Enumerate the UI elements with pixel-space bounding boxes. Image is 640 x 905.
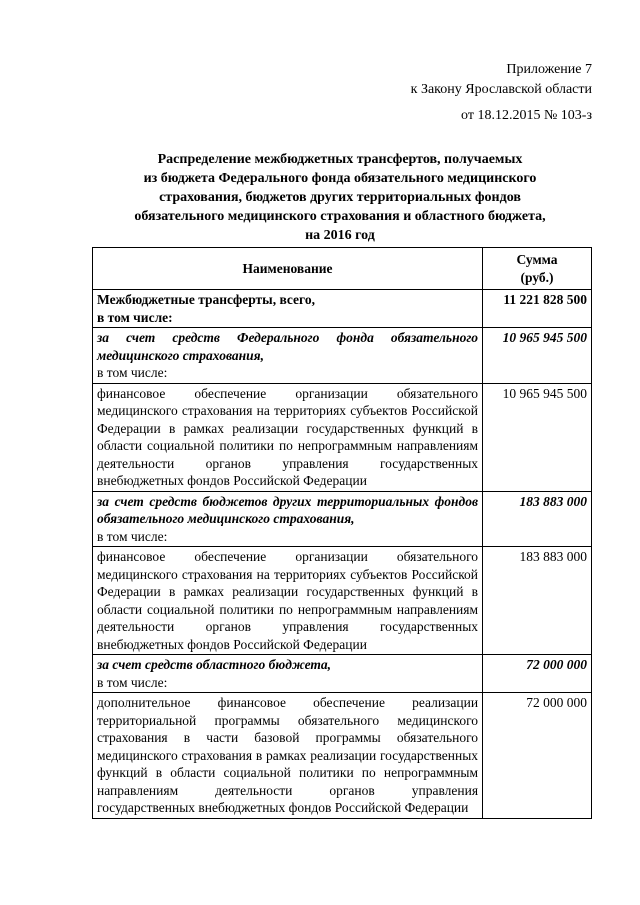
row-name: за счет средств бюджетов других территориальных фондов обязательного медицинского страхования, — [97, 493, 479, 526]
table-row — [93, 328, 592, 384]
table-row — [93, 547, 592, 655]
row-sub: в том числе: — [97, 674, 168, 690]
row-name: дополнительное финансовое обеспечение реализации территориальной программы обязательного медицинского страхования в части базовой программы обязательного медицинского страхования в рамках реализации государственных функций в области социальной политики по непрограммным направлениям деятельности органов управления государственных внебюджетных фондов Российской Федерации — [93, 693, 483, 819]
table-row — [93, 290, 592, 328]
appendix-number: Приложение 7 — [506, 62, 592, 77]
row-name: за счет средств Федерального фонда обязательного медицинского страхования, — [97, 330, 479, 363]
table-row — [93, 693, 592, 819]
row-sum: 183 883 000 — [483, 547, 592, 655]
row-name: финансовое обеспечение организации обязательного медицинского страхования на территориях субъектов Российской Федерации в рамках реализации государственных функций в области социальной политики по непрограммным направлениям деятельности органов управления государственных внебюджетных фондов Российской Федерации — [93, 383, 483, 491]
row-name: финансовое обеспечение организации обязательного медицинского страхования на территориях субъектов Российской Федерации в рамках реализации государственных функций в области социальной политики по непрограммным направлениям деятельности органов управления государственных внебюджетных фондов Российской Федерации — [93, 547, 483, 655]
table-row — [93, 383, 592, 491]
row-name-cell — [93, 491, 483, 547]
row-sum: 10 965 945 500 — [483, 328, 592, 384]
table-row — [93, 491, 592, 547]
row-sum: 183 883 000 — [483, 491, 592, 547]
title-line: обязательного медицинского страхования и областного бюджета, — [134, 209, 546, 224]
appendix-header — [411, 60, 592, 126]
document-title — [90, 150, 590, 245]
row-sum: 10 965 945 500 — [483, 383, 592, 491]
row-name-cell — [93, 328, 483, 384]
row-name-cell — [93, 655, 483, 693]
row-name: за счет средств областного бюджета, — [97, 657, 332, 672]
row-name: Межбюджетные трансферты, всего, — [97, 292, 315, 307]
appendix-date: от 18.12.2015 № 103-з — [461, 108, 592, 123]
transfers-table — [92, 247, 592, 819]
appendix-law: к Закону Ярославской области — [410, 82, 592, 97]
row-sub: в том числе: — [97, 365, 168, 380]
title-line: страхования, бюджетов других территориальных фондов — [159, 190, 521, 205]
title-line: Распределение межбюджетных трансфертов, получаемых — [157, 152, 523, 167]
title-line: на 2016 год — [305, 228, 375, 243]
row-sub: в том числе: — [97, 309, 173, 325]
row-name-cell — [93, 290, 483, 328]
title-line: из бюджета Федерального фонда обязательного медицинского — [143, 171, 537, 186]
row-sum: 11 221 828 500 — [483, 290, 592, 328]
header-name: Наименование — [93, 248, 483, 290]
row-sum: 72 000 000 — [483, 693, 592, 819]
table-header-row — [93, 248, 592, 290]
row-sum: 72 000 000 — [483, 655, 592, 693]
header-sum: Сумма (руб.) — [483, 248, 592, 290]
row-sub: в том числе: — [97, 528, 168, 544]
table-row — [93, 655, 592, 693]
